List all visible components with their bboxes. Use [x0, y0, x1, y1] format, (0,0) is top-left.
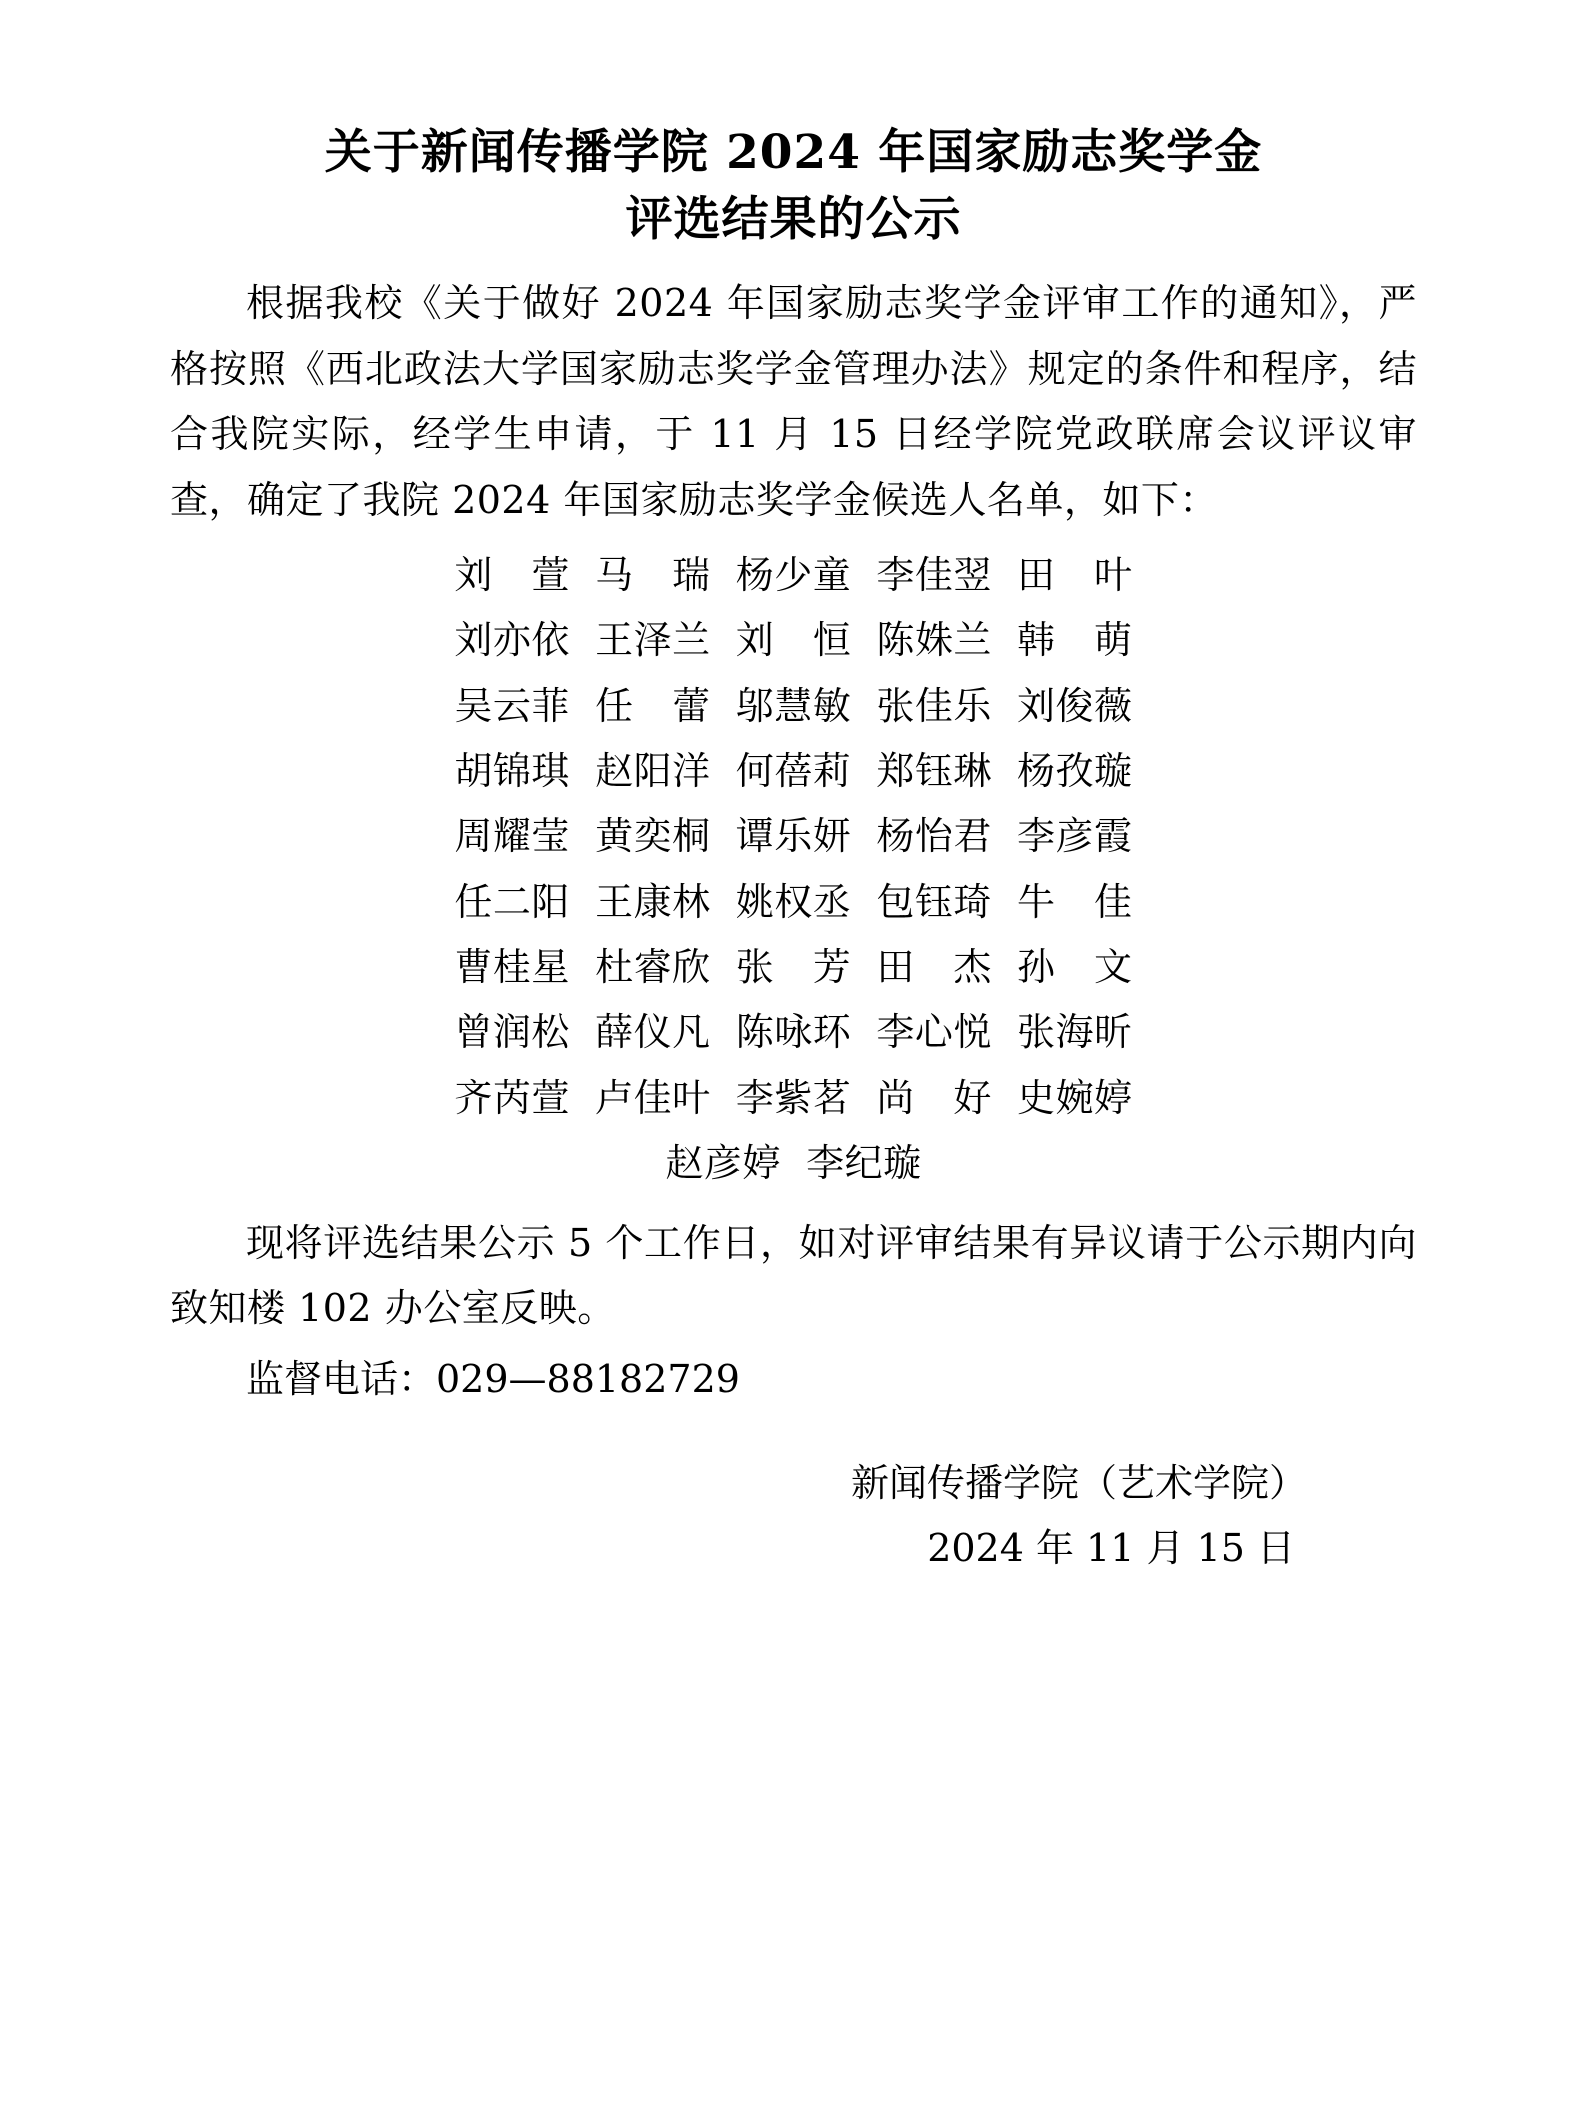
name-row: 曹桂星 杜睿欣 张 芳 田 杰 孙 文	[454, 945, 1133, 990]
title-line-1: 关于新闻传播学院 2024 年国家励志奖学金	[324, 125, 1263, 180]
paragraph-publicity-period: 现将评选结果公示 5 个工作日，如对评审结果有异议请于公示期内向致知楼 102 办公室反映。	[170, 1220, 1417, 1330]
name-row: 吴云菲 任 蕾 邬慧敏 张佳乐 刘俊薇	[454, 683, 1133, 728]
signature-block	[170, 1451, 1417, 1582]
name-row: 齐芮萱 卢佳叶 李紫茗 尚 好 史婉婷	[454, 1075, 1133, 1120]
issuer-name: 新闻传播学院（艺术学院）	[850, 1460, 1307, 1505]
name-row: 任二阳 王康林 姚权丞 包钰琦 牛 佳	[454, 879, 1133, 924]
name-row: 周耀莹 黄奕桐 谭乐妍 杨怡君 李彦霞	[454, 814, 1133, 859]
name-row: 曾润松 薛仪凡 陈咏环 李心悦 张海昕	[454, 1010, 1133, 1055]
name-row: 胡锦琪 赵阳洋 何蓓莉 郑钰琳 杨孜璇	[454, 748, 1133, 793]
issue-date: 2024 年 11 月 15 日	[927, 1525, 1295, 1570]
title-line-2: 评选结果的公示	[625, 191, 962, 247]
page-title	[170, 120, 1417, 253]
paragraph-intro: 根据我校《关于做好 2024 年国家励志奖学金评审工作的通知》，严格按照《西北政法大学国家励志奖学金管理办法》规定的条件和程序，结合我院实际，经学生申请，于 11 月 15 日经学院党政联席会议评议审查，确定了我院 2024 年国家励志奖学金候选人名单，如下：	[170, 281, 1417, 522]
name-row: 赵彦婷 李纪璇	[665, 1141, 922, 1186]
candidate-name-list	[170, 543, 1417, 1197]
name-row: 刘亦依 王泽兰 刘 恒 陈姝兰 韩 萌	[454, 618, 1133, 663]
name-row: 刘 萱 马 瑞 杨少童 李佳翌 田 叶	[454, 552, 1133, 597]
supervision-phone: 监督电话：029—88182729	[246, 1357, 740, 1402]
